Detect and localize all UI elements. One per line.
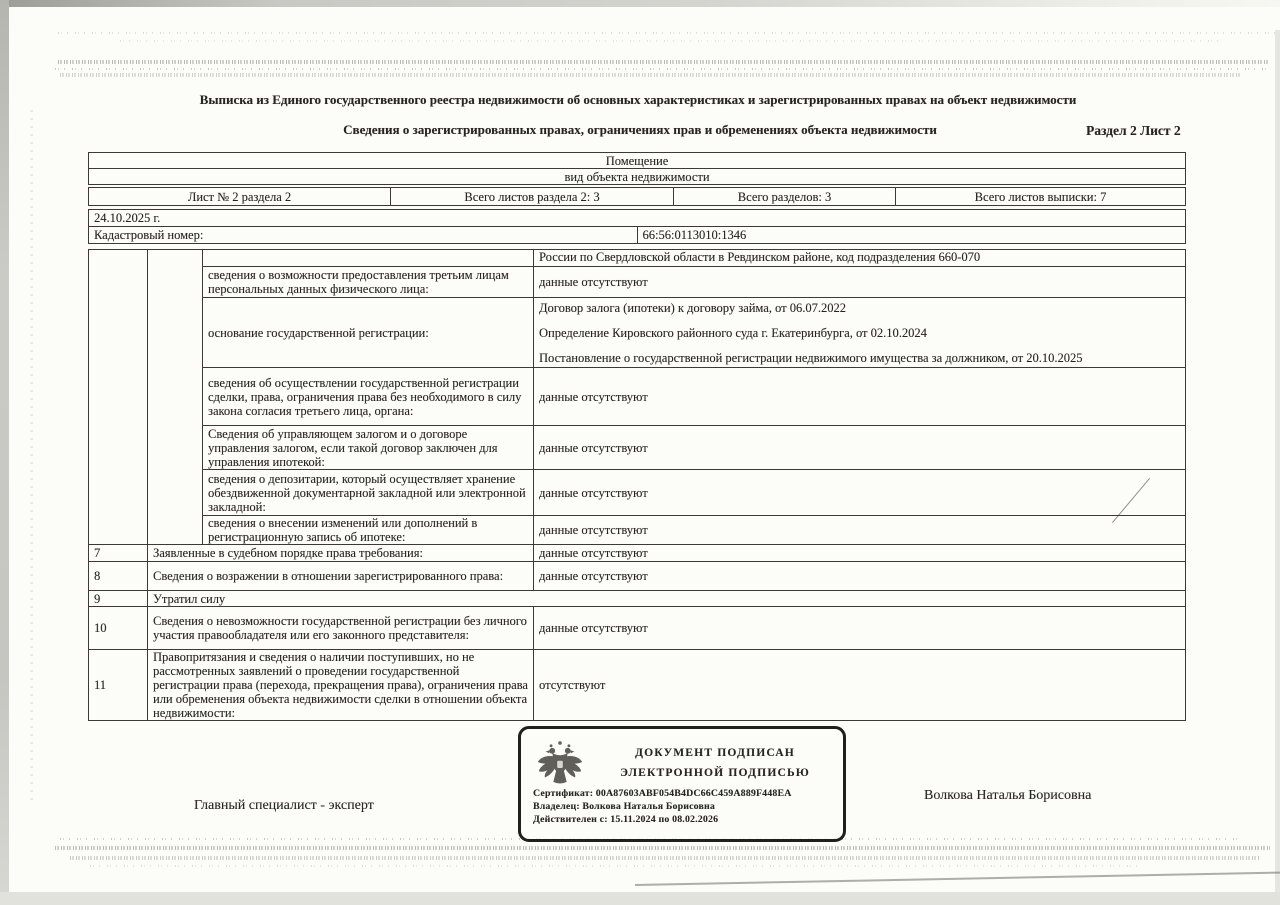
table-row xyxy=(89,169,1186,185)
signatory-name: Волкова Наталья Борисовна xyxy=(924,788,1092,803)
scan-artifact xyxy=(55,846,1270,850)
stamp-owner: Владелец: Волкова Наталья Борисовна xyxy=(533,801,715,812)
row-label: Сведения о невозможности государственной регистрации без личного участия правообладателя или его законного представителя: xyxy=(148,607,534,650)
section-sheets-total-cell: Всего листов раздела 2: 3 xyxy=(391,188,674,206)
signatory-position: Главный специалист - эксперт xyxy=(194,798,374,813)
extract-sheets-total-cell: Всего листов выписки: 7 xyxy=(896,188,1186,206)
scan-artifact xyxy=(90,865,1140,867)
scan-edge-right xyxy=(1275,30,1280,905)
row-value: данные отсутствуют xyxy=(534,545,1186,562)
cadastral-number-label: Кадастровый номер: xyxy=(89,227,638,244)
row-value: отсутствуют xyxy=(534,650,1186,721)
sheet-number-cell: Лист № 2 раздела 2 xyxy=(89,188,391,206)
table-row xyxy=(89,607,1186,650)
sections-total-cell: Всего разделов: 3 xyxy=(674,188,896,206)
row-number-cell xyxy=(89,250,148,545)
row-label: основание государственной регистрации: xyxy=(203,298,534,368)
row-value: России по Свердловской области в Ревдинском районе, код подразделения 660-070 xyxy=(534,250,1186,267)
table-row xyxy=(89,368,1186,426)
scan-artifact xyxy=(70,856,1260,860)
scan-artifact xyxy=(635,871,1280,885)
row-number: 8 xyxy=(89,562,148,591)
sheet-counters-table xyxy=(88,187,1186,206)
table-row xyxy=(89,516,1186,545)
stamp-details xyxy=(533,787,791,826)
stamp-title-line1: ДОКУМЕНТ ПОДПИСАН xyxy=(635,747,795,759)
row-label: сведения о возможности предоставления третьим лицам персональных данных физического лица: xyxy=(203,267,534,298)
row-value: данные отсутствуют xyxy=(534,426,1186,470)
extract-date: 24.10.2025 г. xyxy=(89,210,1186,227)
registration-grounds-list xyxy=(539,299,1180,367)
row-subnumber-cell xyxy=(148,250,203,545)
scan-edge-top xyxy=(0,0,1280,7)
table-row xyxy=(89,267,1186,298)
table-row xyxy=(89,470,1186,516)
table-row xyxy=(89,298,1186,368)
list-item: Договор залога (ипотеки) к договору займа, от 06.07.2022 xyxy=(539,300,846,315)
scan-artifact xyxy=(58,32,1280,34)
object-type-value: Помещение xyxy=(89,153,1186,169)
section-sheet-label: Раздел 2 Лист 2 xyxy=(1086,123,1181,138)
row-label: сведения о депозитарии, который осуществляет хранение обездвиженной документарной закладной или электронной закладной: xyxy=(203,470,534,516)
list-item: Постановление о государственной регистрации недвижимого имущества за должником, от 20.10.2025 xyxy=(539,350,1083,365)
row-value: данные отсутствуют xyxy=(534,267,1186,298)
table-row xyxy=(89,153,1186,169)
table-row xyxy=(89,545,1186,562)
russian-coat-of-arms-icon xyxy=(535,736,585,790)
table-row xyxy=(89,227,1186,244)
table-row xyxy=(89,591,1186,607)
scan-artifact xyxy=(55,68,1270,70)
row-label: Утратил силу xyxy=(148,591,1186,607)
row-value: данные отсутствуют xyxy=(534,368,1186,426)
scan-edge-bottom xyxy=(0,892,1280,905)
row-label: Заявленные в судебном порядке права требования: xyxy=(148,545,534,562)
table-row xyxy=(89,188,1186,206)
cadastral-table xyxy=(88,209,1186,244)
table-row xyxy=(89,562,1186,591)
row-label: сведения об осуществлении государственной регистрации сделки, права, ограничения права без необходимого в силу закона согласия третьего лица, органа: xyxy=(203,368,534,426)
row-label: Сведения об управляющем залогом и о договоре управления залогом, если такой договор заключен для управления ипотекой: xyxy=(203,426,534,470)
row-value: данные отсутствуют xyxy=(534,607,1186,650)
document-title: Выписка из Единого государственного реестра недвижимости об основных характеристиках и зарегистрированных правах на объект недвижимости xyxy=(199,92,1077,107)
document-subtitle: Сведения о зарегистрированных правах, ограничениях прав и обременениях объекта недвижимости xyxy=(343,122,937,137)
scan-artifact xyxy=(30,110,33,800)
cadastral-number-value: 66:56:0113010:1346 xyxy=(637,227,1186,244)
scan-artifact xyxy=(58,60,1268,64)
table-row xyxy=(89,426,1186,470)
row-number: 7 xyxy=(89,545,148,562)
row-label: сведения о внесении изменений или дополнений в регистрационную запись об ипотеке: xyxy=(203,516,534,545)
rights-table xyxy=(88,249,1186,721)
scan-artifact xyxy=(120,40,1220,42)
stamp-title xyxy=(597,743,833,783)
row-label: Сведения о возражении в отношении зарегистрированного права: xyxy=(148,562,534,591)
stamp-validity: Действителен с: 15.11.2024 по 08.02.2026 xyxy=(533,814,719,825)
row-value: данные отсутствуют xyxy=(534,516,1186,545)
row-value: данные отсутствуют xyxy=(534,562,1186,591)
list-item: Определение Кировского районного суда г. Екатеринбурга, от 02.10.2024 xyxy=(539,325,927,340)
stamp-title-line2: ЭЛЕКТРОННОЙ ПОДПИСЬЮ xyxy=(620,767,810,779)
row-number: 9 xyxy=(89,591,148,607)
row-value: данные отсутствуют xyxy=(534,470,1186,516)
scan-artifact xyxy=(60,73,1240,77)
row-value xyxy=(534,298,1186,368)
table-row xyxy=(89,210,1186,227)
row-label: Правопритязания и сведения о наличии поступивших, но не рассмотренных заявлений о проведении государственной регистрации права (перехода, прекращения права), ограничения права или обременения объекта недвижимости сделки в отношении объекта недвижимости: xyxy=(148,650,534,721)
row-number: 11 xyxy=(89,650,148,721)
object-type-caption: вид объекта недвижимости xyxy=(89,169,1186,185)
object-type-table xyxy=(88,152,1186,185)
row-number: 10 xyxy=(89,607,148,650)
stamp-certificate: Сертификат: 00A87603ABF054B4DC66C459A889F448EA xyxy=(533,788,792,799)
table-row xyxy=(89,650,1186,721)
row-label xyxy=(203,250,534,267)
table-row xyxy=(89,250,1186,267)
electronic-signature-stamp xyxy=(518,726,846,842)
